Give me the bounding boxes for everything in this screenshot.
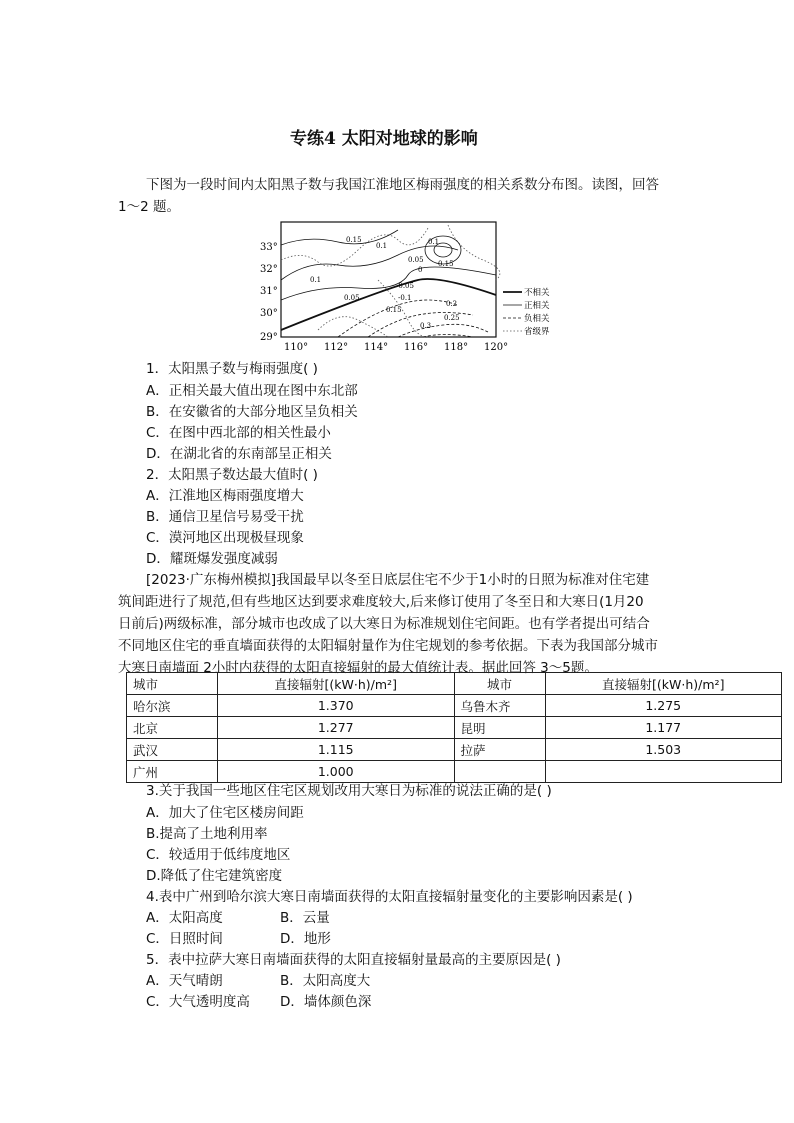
lat-label: 31°	[260, 286, 278, 297]
page-title: 专练4 太阳对地球的影响	[290, 129, 478, 149]
lon-label: 114°	[364, 342, 389, 353]
q5-option-d: D．墙体颜色深	[280, 994, 372, 1010]
table-header: 直接辐射[(kW·h)/m²]	[545, 673, 782, 695]
province-border	[318, 317, 388, 337]
lon-label: 112°	[324, 342, 349, 353]
table-cell: 拉萨	[454, 739, 545, 761]
q4-stem: 4.表中广州到哈尔滨大寒日南墙面获得的太阳直接辐射量变化的主要影响因素是( )	[146, 889, 633, 905]
q1-option-a: A．正相关最大值出现在图中东北部	[146, 383, 358, 399]
lon-label: 118°	[444, 342, 469, 353]
intro-line-1: 下图为一段时间内太阳黑子数与我国江淮地区梅雨强度的相关系数分布图。读图，回答	[146, 177, 659, 193]
passage-line-3: 日前后)两级标准，部分城市也改成了以大寒日为标准规划住宅间距。也有学者提出可结合	[118, 616, 650, 632]
table-row	[127, 695, 782, 717]
contour-label: 0.05	[408, 256, 424, 264]
table-row	[127, 717, 782, 739]
q1-option-c: C．在图中西北部的相关性最小	[146, 425, 331, 441]
q4-option-b: B．云量	[280, 910, 330, 926]
contour-label: 0.2	[446, 300, 458, 308]
table-cell: 北京	[127, 717, 218, 739]
table-cell: 1.503	[545, 739, 782, 761]
contour-label: 0.15	[346, 236, 362, 244]
table-cell: 1.275	[545, 695, 782, 717]
table-row	[127, 739, 782, 761]
province-border	[281, 228, 428, 266]
q2-option-d: D．耀斑爆发强度减弱	[146, 551, 278, 567]
contour-label: 0.15	[438, 260, 454, 268]
table-cell: 1.000	[218, 761, 455, 783]
legend-label: 不相关	[524, 288, 550, 298]
lat-label: 32°	[260, 264, 278, 275]
correlation-map	[258, 220, 558, 356]
contour-label: 0.1	[310, 276, 322, 284]
radiation-table	[126, 672, 782, 783]
q4-option-d: D．地形	[280, 931, 331, 947]
contour-label: -0.05	[396, 282, 414, 290]
q2-stem: 2．太阳黑子数达最大值时( )	[146, 467, 318, 483]
legend-label: 负相关	[524, 314, 550, 324]
positive-contour	[281, 246, 458, 280]
passage-line-5: 大寒日南墙面 2小时内获得的太阳直接辐射的最大值统计表。据此回答 3～5题。	[118, 660, 598, 676]
q3-option-b: B.提高了土地利用率	[146, 826, 268, 842]
passage-line-4: 不同地区住宅的垂直墙面获得的太阳辐射量作为住宅规划的参考依据。下表为我国部分城市	[118, 638, 658, 654]
q2-option-a: A．江淮地区梅雨强度增大	[146, 488, 304, 504]
table-cell: 武汉	[127, 739, 218, 761]
table-header: 城市	[454, 673, 545, 695]
q4-option-c: C．日照时间	[146, 931, 223, 947]
table-cell: 哈尔滨	[127, 695, 218, 717]
q1-stem: 1．太阳黑子数与梅雨强度( )	[146, 361, 318, 377]
table-cell	[545, 761, 782, 783]
q3-option-a: A．加大了住宅区楼房间距	[146, 805, 304, 821]
passage-line-2: 筑间距进行了规范,但有些地区达到要求难度较大,后来修订使用了冬至日和大寒日(1月20	[118, 594, 644, 610]
province-border	[448, 225, 500, 280]
q5-option-b: B．太阳高度大	[280, 973, 371, 989]
q1-option-b: B．在安徽省的大部分地区呈负相关	[146, 404, 358, 420]
passage-line-1: [2023·广东梅州模拟]我国最早以冬至日底层住宅不少于1小时的日照为标准对住宅建	[146, 572, 650, 588]
q4-option-a: A．太阳高度	[146, 910, 223, 926]
legend-label: 正相关	[524, 301, 550, 311]
contour-label: 0.3	[420, 322, 432, 330]
lat-label: 33°	[260, 242, 278, 253]
legend-label: 省级界	[524, 327, 550, 337]
contour-label: 0.1	[428, 238, 440, 246]
contour-label: 0.1	[376, 242, 388, 250]
table-cell: 广州	[127, 761, 218, 783]
q1-option-d: D．在湖北省的东南部呈正相关	[146, 446, 332, 462]
contour-label: 0.25	[444, 314, 460, 322]
lat-label: 30°	[260, 308, 278, 319]
lon-label: 110°	[284, 342, 309, 353]
q3-option-d: D.降低了住宅建筑密度	[146, 868, 283, 884]
q2-option-b: B．通信卫星信号易受干扰	[146, 509, 304, 525]
q5-option-c: C．大气透明度高	[146, 994, 250, 1010]
table-cell: 1.177	[545, 717, 782, 739]
table-header-row	[127, 673, 782, 695]
intro-line-2: 1～2 题。	[118, 199, 180, 215]
q3-stem: 3.关于我国一些地区住宅区规划改用大寒日为标准的说法正确的是( )	[146, 783, 552, 799]
contour-label: 0.15	[386, 306, 402, 314]
lat-label: 29°	[260, 332, 278, 343]
contour-label: -0.1	[398, 294, 412, 302]
table-cell: 乌鲁木齐	[454, 695, 545, 717]
lon-label: 116°	[404, 342, 429, 353]
table-cell: 1.277	[218, 717, 455, 739]
table-cell: 1.370	[218, 695, 455, 717]
contour-label: 0.05	[344, 294, 360, 302]
lon-label: 120°	[484, 342, 509, 353]
q5-option-a: A．天气晴朗	[146, 973, 223, 989]
contour-label: 0	[418, 266, 423, 274]
table-header: 城市	[127, 673, 218, 695]
table-cell: 1.115	[218, 739, 455, 761]
q3-option-c: C．较适用于低纬度地区	[146, 847, 291, 863]
q5-stem: 5．表中拉萨大寒日南墙面获得的太阳直接辐射量最高的主要原因是( )	[146, 952, 561, 968]
q2-option-c: C．漠河地区出现极昼现象	[146, 530, 304, 546]
table-cell: 昆明	[454, 717, 545, 739]
table-header: 直接辐射[(kW·h)/m²]	[218, 673, 455, 695]
